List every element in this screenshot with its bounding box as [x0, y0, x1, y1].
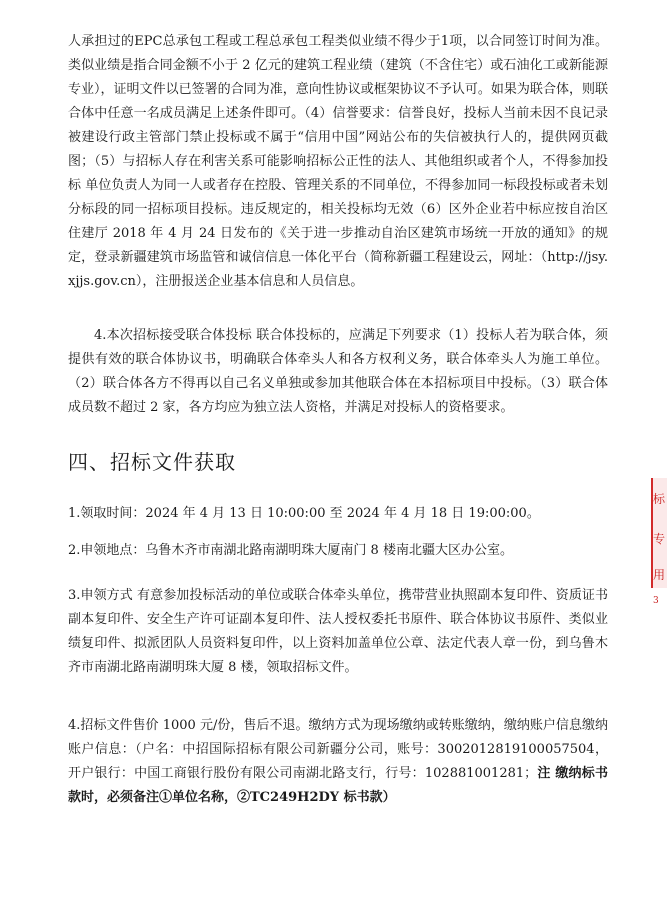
section-heading: 四、招标文件获取	[68, 450, 236, 474]
item-collection-time: 1.领取时间：2024 年 4 月 13 日 10:00:00 至 2024 年 4 月 18 日 19:00:00。	[68, 506, 540, 521]
item-collection-method: 3.申领方式 有意参加投标活动的单位或联合体牵头单位，携带营业执照副本复印件、资质证书副本复印件、安全生产许可证副本复印件、法人授权委托书原件、联合体协议书原件、类似业绩复印件、拟派团队人员资料复印件，以上资料加盖单位公章、法定代表人章一份，到乌鲁木齐市南湖北路南湖明珠大厦 8 楼，领取招标文件。	[68, 588, 608, 675]
payment-note: 注 缴纳标书款时，必须备注①单位名称，②TC249H2DY 标书款）	[68, 766, 608, 805]
seal-char-3: 用	[653, 568, 666, 582]
seal-number: 3	[653, 596, 659, 606]
seal-char-1: 标	[653, 492, 666, 506]
seal-char-2: 专	[653, 532, 666, 546]
item-document-price	[68, 714, 608, 810]
item-collection-place: 2.申领地点：乌鲁木齐市南湖北路南湖明珠大厦南门 8 楼南北疆大区办公室。	[68, 543, 513, 558]
consortium-paragraph: 4.本次招标接受联合体投标 联合体投标的，应满足下列要求（1）投标人若为联合体，须提供有效的联合体协议书，明确联合体牵头人和各方权利义务，联合体牵头人为施工单位。（2）联合体各方不得再以自己名义单独或参加其他联合体在本招标项目中投标。（3）联合体成员数不超过 2 家，各方均应为独立法人资格，并满足对投标人的资格要求。	[68, 328, 608, 415]
price-text: 4.招标文件售价 1000 元/份，售后不退。缴纳方式为现场缴纳或转账缴纳，缴纳账户信息缴纳账户信息：（户名：中招国际招标有限公司新疆分公司，账号：3002012819100057504，开户银行：中国工商银行股份有限公司南湖北路支行，行号：102881001281；	[68, 718, 608, 781]
qualification-paragraph: 人承担过的EPC总承包工程或工程总承包工程类似业绩不得少于1项，以合同签订时间为准。类似业绩是指合同金额不小于 2 亿元的建筑工程业绩（建筑（不含住宅）或石油化工或新能源专业），证明文件以已签署的合同为准，意向性协议或框架协议不予认可。如果为联合体，则联合体中任意一名成员满足上述条件即可。（4）信誉要求：信誉良好，投标人当前未因不良记录被建设行政主管部门禁止投标或不属于“信用中国”网站公布的失信被执行人的，提供网页截图；（5）与招标人存在利害关系可能影响招标公正性的法人、其他组织或者个人，不得参加投标 单位负责人为同一人或者存在控股、管理关系的不同单位，不得参加同一标段投标或者未划分标段的同一招标项目投标。违反规定的，相关投标均无效（6）区外企业若中标应按自治区住建厅 2018 年 4 月 24 日发布的《关于进一步推动自治区建筑市场统一开放的通知》的规定，登录新疆建筑市场监管和诚信信息一体化平台（简称新疆工程建设云，网址：（http://jsy.xjjs.gov.cn），注册报送企业基本信息和人员信息。	[68, 34, 608, 289]
